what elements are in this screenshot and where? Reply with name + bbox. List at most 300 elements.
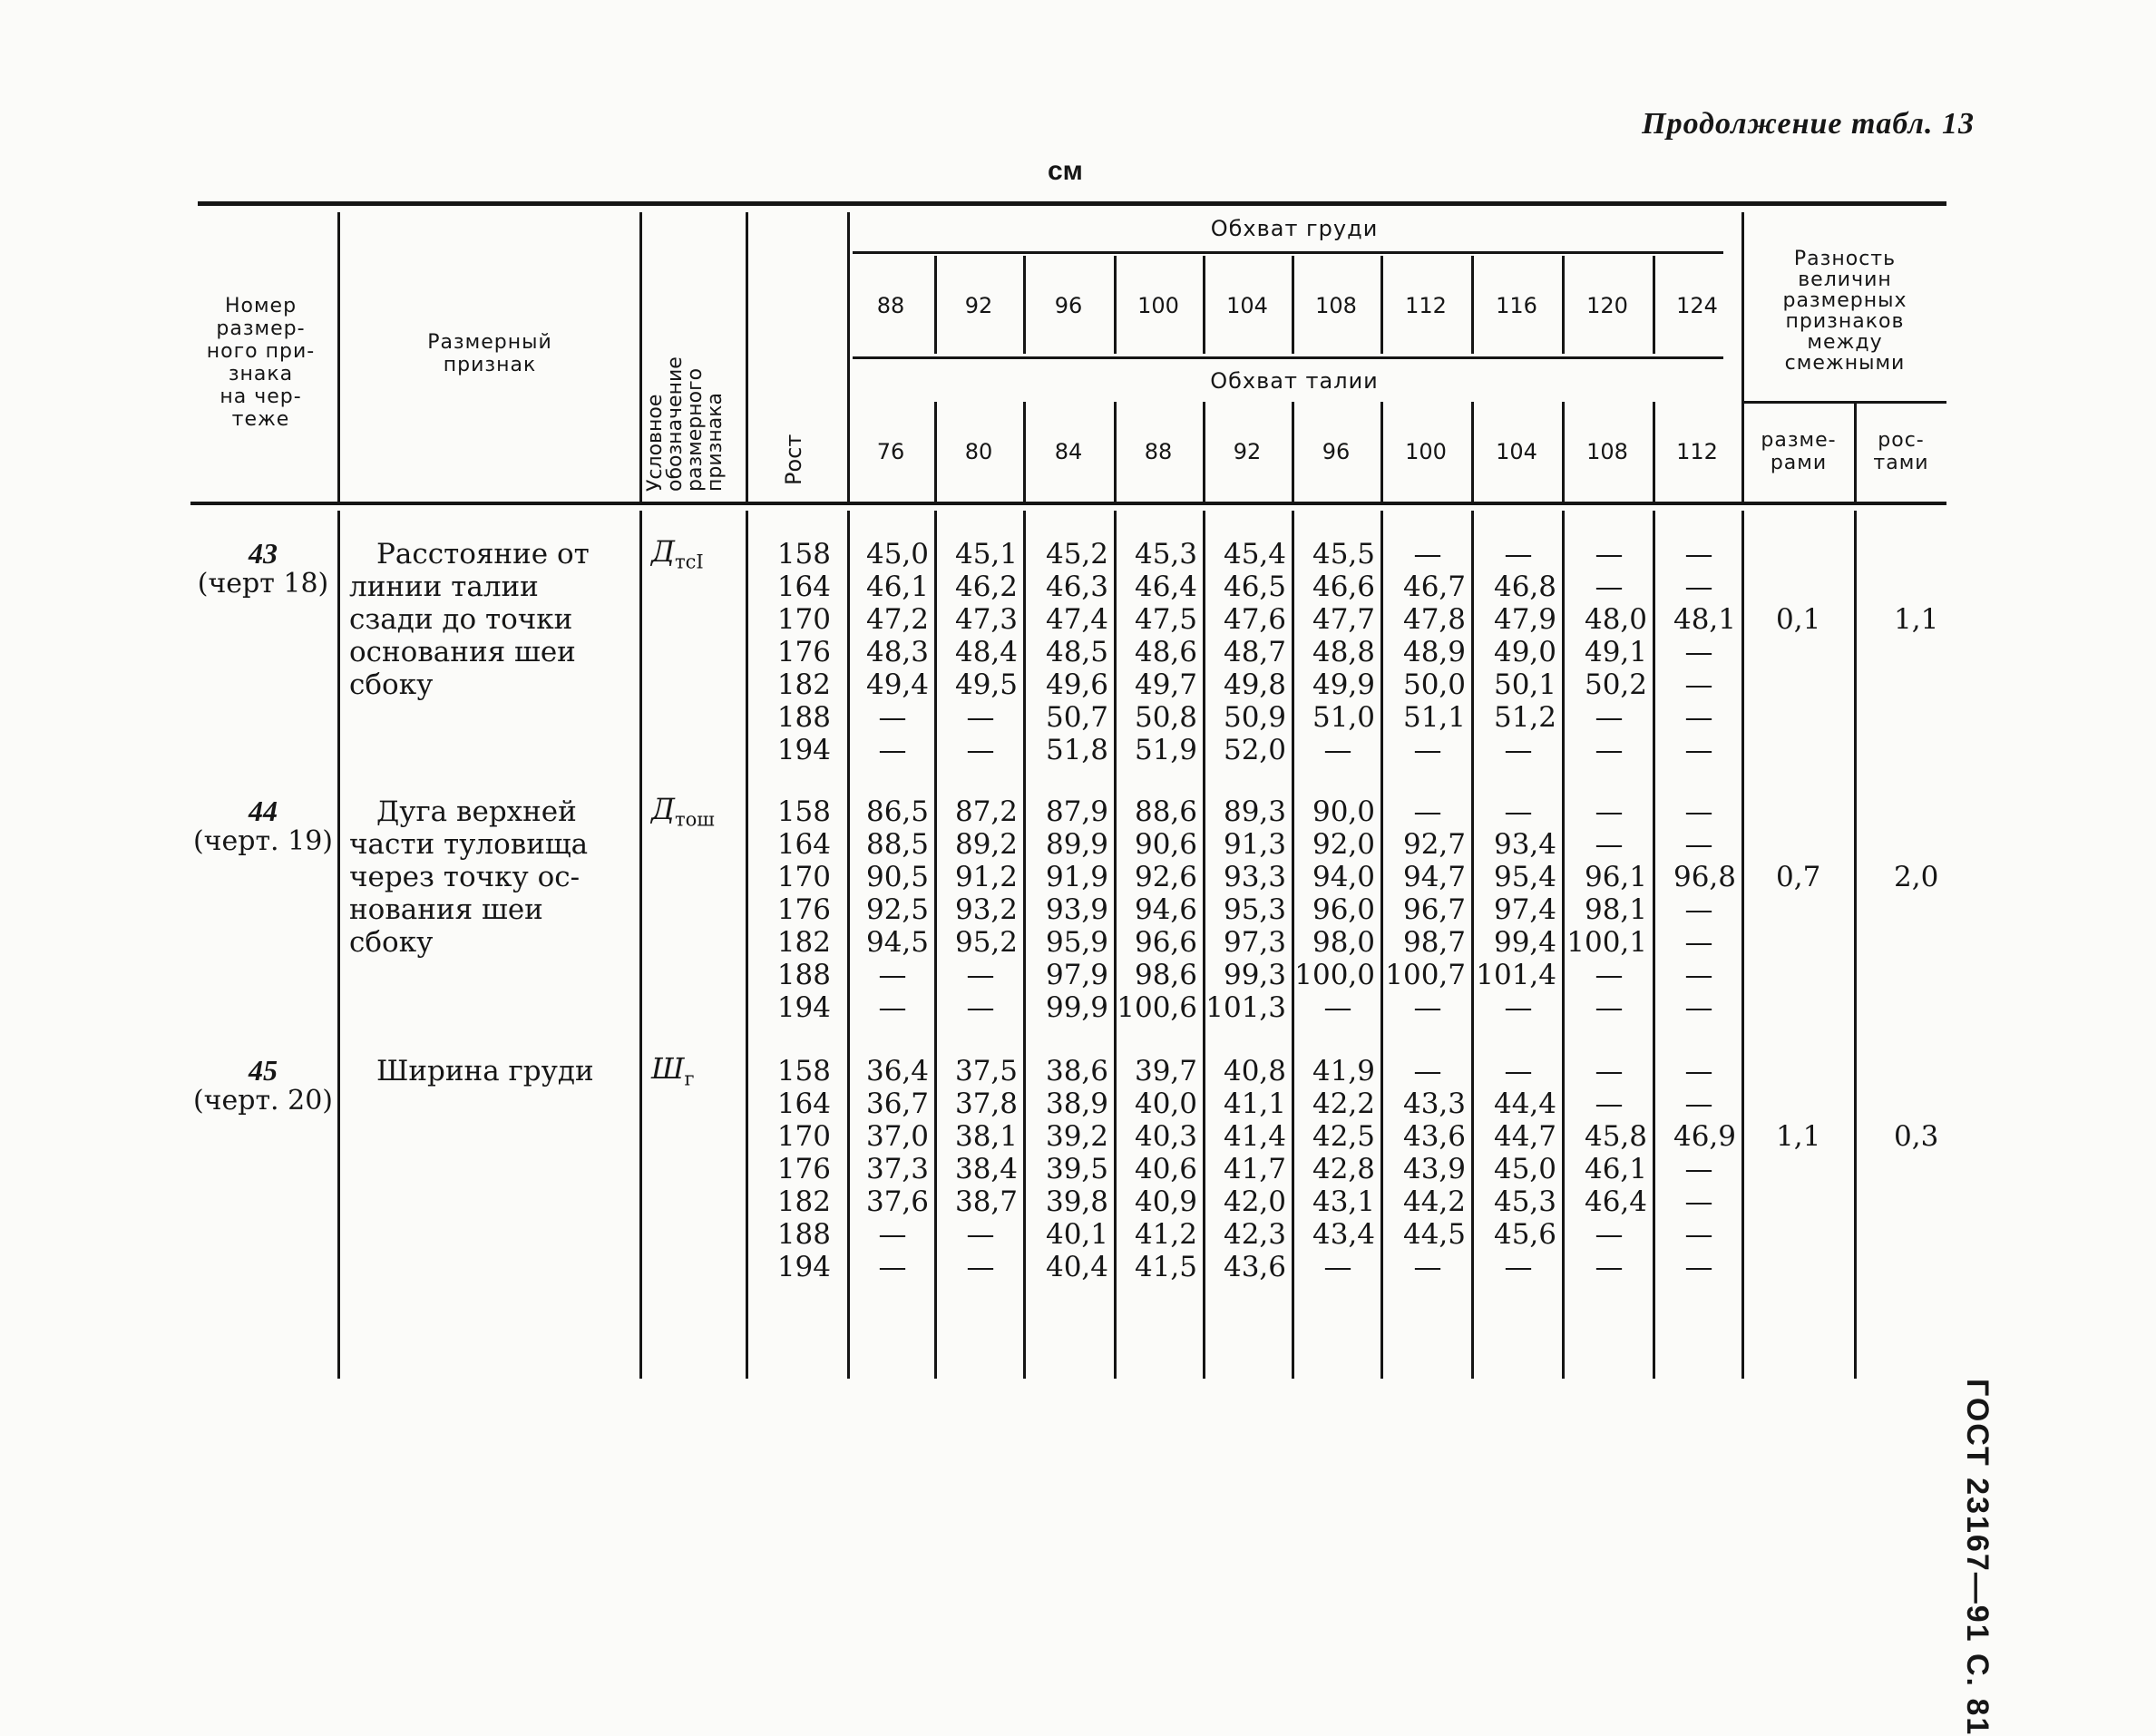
measurement-value: —	[878, 1218, 907, 1251]
measurement-value: 98,1	[1584, 893, 1647, 926]
measurement-value: —	[1413, 1251, 1442, 1283]
measurement-value: 46,9	[1673, 1120, 1736, 1153]
header-symbol-line: признака	[704, 393, 727, 492]
height-value: 182	[776, 1185, 831, 1218]
height-value: 170	[776, 1120, 831, 1153]
value-column	[934, 538, 1018, 766]
value-column	[1471, 538, 1556, 766]
measurement-value: 93,3	[1223, 861, 1286, 893]
measurement-value: 49,0	[1493, 636, 1556, 668]
measurement-value: —	[1504, 538, 1533, 571]
measurement-value: —	[1595, 795, 1624, 828]
measurement-value: —	[1595, 571, 1624, 603]
height-value: 194	[776, 734, 831, 766]
measurement-value: 93,9	[1045, 893, 1108, 926]
measurement-value: 48,7	[1223, 636, 1286, 668]
diff-by-sizes: 1,1	[1776, 1120, 1821, 1153]
row-number	[186, 795, 340, 857]
measurement-value: —	[1684, 1251, 1713, 1283]
measurement-value: 37,6	[865, 1185, 929, 1218]
measurement-value: 42,0	[1223, 1185, 1286, 1218]
height-value: 176	[776, 1153, 831, 1185]
chest-size-value: 100	[1137, 293, 1179, 318]
height-value: 188	[776, 959, 831, 991]
measurement-value: 44,4	[1493, 1087, 1556, 1120]
measurement-value: 45,6	[1493, 1218, 1556, 1251]
measurement-value: —	[878, 959, 907, 991]
measurement-value: —	[878, 701, 907, 734]
measurement-value: —	[1684, 1185, 1713, 1218]
measurement-value: 50,9	[1223, 701, 1286, 734]
header-col-rule	[746, 212, 748, 502]
measurement-value: 42,8	[1312, 1153, 1375, 1185]
measurement-value: 37,8	[954, 1087, 1018, 1120]
measurement-value: —	[1684, 668, 1713, 701]
value-column	[1653, 795, 1736, 1024]
measurement-value: 36,4	[865, 1055, 929, 1087]
height-value: 170	[776, 861, 831, 893]
header-waist-label: Обхват талии	[1210, 367, 1379, 394]
measurement-value: 100,7	[1385, 959, 1466, 991]
measurement-value: 51,9	[1134, 734, 1197, 766]
measurement-value: —	[1684, 538, 1713, 571]
measurement-value: —	[1413, 734, 1442, 766]
measurement-value: 47,7	[1312, 603, 1375, 636]
measurement-value: 47,6	[1223, 603, 1286, 636]
height-value: 188	[776, 701, 831, 734]
value-column	[1203, 795, 1286, 1024]
chest-size-value: 112	[1405, 293, 1447, 318]
value-column	[1292, 1055, 1375, 1283]
measurement-value: 98,7	[1402, 926, 1466, 959]
measurement-value: 39,7	[1134, 1055, 1197, 1087]
height-value: 158	[776, 538, 831, 571]
drawing-reference: (черт. 19)	[192, 825, 334, 857]
measurement-value: 91,2	[954, 861, 1018, 893]
header-diff-heights	[1856, 415, 1946, 488]
value-column	[1471, 795, 1556, 1024]
waist-size-value: 76	[876, 439, 905, 464]
measurement-value: 40,0	[1134, 1087, 1197, 1120]
feature-name-line: сзади до точки	[349, 603, 573, 636]
height-value: 158	[776, 1055, 831, 1087]
measurement-value: 51,2	[1493, 701, 1556, 734]
height-value: 176	[776, 893, 831, 926]
measurement-value: 51,0	[1312, 701, 1375, 734]
chest-size-value: 124	[1676, 293, 1718, 318]
measurement-value: 46,1	[865, 571, 929, 603]
measurement-value: 38,7	[954, 1185, 1018, 1218]
waist-size-value: 88	[1144, 439, 1173, 464]
measurement-value: 47,5	[1134, 603, 1197, 636]
value-column	[1114, 795, 1197, 1024]
measurement-value: 50,7	[1045, 701, 1108, 734]
measurement-value: 91,9	[1045, 861, 1108, 893]
measurement-value: —	[1684, 1153, 1713, 1185]
measurement-value: 41,9	[1312, 1055, 1375, 1087]
symbol-subscript: тош	[675, 808, 715, 831]
measurement-value: —	[966, 701, 995, 734]
measurement-value: 95,4	[1493, 861, 1556, 893]
symbol-letter: Ш	[651, 1051, 685, 1086]
measurement-value: 94,6	[1134, 893, 1197, 926]
header-diff-sizes	[1743, 415, 1854, 488]
table-top-rule	[198, 201, 1946, 206]
feature-name	[349, 538, 621, 701]
measurement-value: 46,8	[1493, 571, 1556, 603]
measurement-value: 43,1	[1312, 1185, 1375, 1218]
header-feature-line: признак	[443, 354, 537, 376]
measurement-value: —	[1504, 1055, 1533, 1087]
measurement-value: 96,7	[1402, 893, 1466, 926]
measurement-value: —	[1323, 991, 1352, 1024]
feature-name-line: Дуга верхней	[376, 795, 577, 828]
value-column	[1292, 538, 1375, 766]
symbol-subscript: г	[684, 1068, 695, 1090]
unit-label: см	[1048, 156, 1083, 186]
feature-name-line: сбоку	[349, 668, 434, 701]
value-column	[1562, 795, 1647, 1024]
measurement-value: —	[1504, 991, 1533, 1024]
feature-name-line: сбоку	[349, 926, 434, 959]
measurement-value: 39,5	[1045, 1153, 1108, 1185]
height-value: 194	[776, 991, 831, 1024]
header-diff-sizes-line: рами	[1770, 452, 1828, 474]
measurement-value: 91,3	[1223, 828, 1286, 861]
feature-name	[349, 1055, 621, 1087]
header-number-line: ного при-	[206, 340, 316, 363]
measurement-value: —	[1595, 828, 1624, 861]
measurement-value: 49,9	[1312, 668, 1375, 701]
measurement-value: —	[1504, 734, 1533, 766]
waist-label-rule	[853, 356, 1723, 359]
measurement-value: 48,1	[1673, 603, 1736, 636]
waist-size-value: 108	[1586, 439, 1628, 464]
measurement-value: 45,3	[1493, 1185, 1556, 1218]
measurement-value: 42,5	[1312, 1120, 1375, 1153]
header-number-line: на чер-	[220, 385, 302, 408]
chest-size-value: 96	[1054, 293, 1083, 318]
height-column	[762, 538, 831, 766]
feature-name	[349, 795, 621, 959]
chest-label-rule	[853, 251, 1723, 254]
measurement-value: 99,3	[1223, 959, 1286, 991]
measurement-value: 52,0	[1223, 734, 1286, 766]
measurement-value: 43,3	[1402, 1087, 1466, 1120]
measurement-value: 50,2	[1584, 668, 1647, 701]
measurement-value: —	[1413, 538, 1442, 571]
measurement-value: 101,4	[1476, 959, 1556, 991]
measurement-value: 86,5	[865, 795, 929, 828]
measurement-value: 88,5	[865, 828, 929, 861]
measurement-value: 49,1	[1584, 636, 1647, 668]
measurement-value: —	[1684, 734, 1713, 766]
chest-size-value: 116	[1496, 293, 1537, 318]
measurement-value: —	[1595, 734, 1624, 766]
diff-by-heights: 1,1	[1894, 603, 1939, 636]
height-value: 164	[776, 571, 831, 603]
measurement-value: 38,6	[1045, 1055, 1108, 1087]
measurement-value: 97,9	[1045, 959, 1108, 991]
header-diff-heights-line: рос-	[1878, 429, 1925, 452]
measurement-value: —	[1595, 991, 1624, 1024]
value-column	[1292, 795, 1375, 1024]
feature-number: 45	[249, 1054, 278, 1087]
waist-size-value: 80	[964, 439, 993, 464]
measurement-value: 41,2	[1134, 1218, 1197, 1251]
measurement-value: 48,9	[1402, 636, 1466, 668]
measurement-value: 50,8	[1134, 701, 1197, 734]
measurement-value: 43,6	[1402, 1120, 1466, 1153]
feature-symbol	[651, 792, 715, 830]
feature-name-line: основания шеи	[349, 636, 576, 668]
measurement-value: 46,3	[1045, 571, 1108, 603]
measurement-value: —	[1684, 636, 1713, 668]
body-col-rule	[746, 511, 748, 1379]
measurement-value: 47,3	[954, 603, 1018, 636]
measurement-value: —	[1595, 1087, 1624, 1120]
measurement-value: —	[966, 1218, 995, 1251]
measurement-value: 44,7	[1493, 1120, 1556, 1153]
value-column	[847, 1055, 929, 1283]
value-column	[1380, 795, 1466, 1024]
measurement-value: 49,7	[1134, 668, 1197, 701]
measurement-value: 96,0	[1312, 893, 1375, 926]
measurement-value: —	[1684, 1055, 1713, 1087]
header-diff-sizes-line: разме-	[1761, 429, 1837, 452]
height-value: 176	[776, 636, 831, 668]
measurement-value: 46,2	[954, 571, 1018, 603]
header-diff-line: Разность	[1793, 247, 1897, 270]
header-number-line: теже	[231, 408, 290, 431]
feature-name-line: Ширина груди	[376, 1055, 594, 1087]
measurement-value: 44,2	[1402, 1185, 1466, 1218]
header-symbol-line: обозначение	[664, 356, 687, 492]
measurement-value: 49,6	[1045, 668, 1108, 701]
feature-name-line: нования шеи	[349, 893, 543, 926]
measurement-value: —	[878, 991, 907, 1024]
feature-symbol	[651, 1051, 695, 1089]
measurement-value: —	[966, 959, 995, 991]
header-feature-line: Размерный	[427, 331, 552, 354]
measurement-value: 40,4	[1045, 1251, 1108, 1283]
measurement-value: 48,4	[954, 636, 1018, 668]
measurement-value: —	[1413, 795, 1442, 828]
measurement-value: 40,3	[1134, 1120, 1197, 1153]
measurement-value: 96,1	[1584, 861, 1647, 893]
value-column	[1203, 1055, 1286, 1283]
waist-size-value: 112	[1676, 439, 1718, 464]
diff-by-heights: 0,3	[1894, 1120, 1939, 1153]
value-column	[1114, 538, 1197, 766]
measurement-value: 88,6	[1134, 795, 1197, 828]
header-symbol-line: Условное	[644, 394, 667, 492]
side-page-label: ГОСТ 23167—91 С. 81	[1960, 1379, 1995, 1736]
measurement-value: —	[1595, 1251, 1624, 1283]
value-column	[847, 795, 929, 1024]
measurement-value: —	[1684, 828, 1713, 861]
measurement-value: 92,6	[1134, 861, 1197, 893]
measurement-value: 96,6	[1134, 926, 1197, 959]
value-column	[1562, 1055, 1647, 1283]
measurement-value: 43,9	[1402, 1153, 1466, 1185]
measurement-value: —	[1413, 991, 1442, 1024]
measurement-value: —	[1504, 1251, 1533, 1283]
height-value: 164	[776, 1087, 831, 1120]
measurement-value: 41,1	[1223, 1087, 1286, 1120]
measurement-value: 96,8	[1673, 861, 1736, 893]
measurement-value: 46,1	[1584, 1153, 1647, 1185]
symbol-subscript: тсI	[675, 551, 704, 573]
measurement-value: 37,0	[865, 1120, 929, 1153]
measurement-value: 97,3	[1223, 926, 1286, 959]
measurement-value: 92,5	[865, 893, 929, 926]
height-column	[762, 795, 831, 1024]
measurement-value: —	[1595, 538, 1624, 571]
diff-by-sizes: 0,1	[1776, 603, 1821, 636]
measurement-value: 49,5	[954, 668, 1018, 701]
measurement-value: 94,7	[1402, 861, 1466, 893]
value-column	[1471, 1055, 1556, 1283]
measurement-value: 51,8	[1045, 734, 1108, 766]
measurement-value: —	[878, 734, 907, 766]
measurement-value: 46,4	[1134, 571, 1197, 603]
measurement-value: 38,9	[1045, 1087, 1108, 1120]
diff-by-heights: 2,0	[1894, 861, 1939, 893]
height-value: 158	[776, 795, 831, 828]
measurement-value: —	[1595, 959, 1624, 991]
measurement-value: 98,6	[1134, 959, 1197, 991]
feature-name-line: части туловища	[349, 828, 589, 861]
table-caption: Продолжение табл. 13	[1642, 107, 1975, 141]
feature-name-line: через точку ос-	[349, 861, 580, 893]
row-number	[186, 538, 340, 600]
header-number-line: Номер	[224, 295, 298, 317]
drawing-reference: (черт. 20)	[192, 1085, 334, 1117]
measurement-value: 45,8	[1584, 1120, 1647, 1153]
measurement-value: 97,4	[1493, 893, 1556, 926]
height-value: 194	[776, 1251, 831, 1283]
measurement-value: 99,4	[1493, 926, 1556, 959]
measurement-value: —	[1323, 734, 1352, 766]
measurement-value: 40,1	[1045, 1218, 1108, 1251]
measurement-value: 47,9	[1493, 603, 1556, 636]
value-column	[847, 538, 929, 766]
drawing-reference: (черт 18)	[197, 568, 329, 600]
measurement-value: —	[1504, 795, 1533, 828]
measurement-value: 89,3	[1223, 795, 1286, 828]
header-diff-heights-line: тами	[1873, 452, 1929, 474]
measurement-value: 92,7	[1402, 828, 1466, 861]
measurement-value: —	[966, 1251, 995, 1283]
measurement-value: —	[1323, 1251, 1352, 1283]
measurement-value: 45,2	[1045, 538, 1108, 571]
measurement-value: 42,3	[1223, 1218, 1286, 1251]
measurement-value: 93,4	[1493, 828, 1556, 861]
chest-size-value: 120	[1586, 293, 1628, 318]
measurement-value: 40,9	[1134, 1185, 1197, 1218]
measurement-value: 49,8	[1223, 668, 1286, 701]
header-bottom-rule	[190, 502, 1946, 505]
height-value: 170	[776, 603, 831, 636]
measurement-value: 45,3	[1134, 538, 1197, 571]
header-diff-line: размерных	[1782, 288, 1907, 312]
header-diff-line: признаков	[1785, 309, 1905, 333]
measurement-value: —	[1684, 1218, 1713, 1251]
measurement-value: 41,5	[1134, 1251, 1197, 1283]
measurement-value: 94,0	[1312, 861, 1375, 893]
measurement-value: 51,1	[1402, 701, 1466, 734]
measurement-value: 38,4	[954, 1153, 1018, 1185]
measurement-value: —	[878, 1251, 907, 1283]
measurement-value: 45,0	[865, 538, 929, 571]
measurement-value: —	[1684, 701, 1713, 734]
body-col-rule	[337, 511, 340, 1379]
feature-number: 43	[249, 537, 278, 570]
feature-symbol	[651, 534, 704, 572]
waist-size-value: 100	[1405, 439, 1447, 464]
measurement-value: 87,9	[1045, 795, 1108, 828]
measurement-value: 45,0	[1493, 1153, 1556, 1185]
measurement-value: 89,9	[1045, 828, 1108, 861]
measurement-value: 45,4	[1223, 538, 1286, 571]
measurement-value: 98,0	[1312, 926, 1375, 959]
measurement-value: —	[1684, 1087, 1713, 1120]
measurement-value: 47,4	[1045, 603, 1108, 636]
measurement-value: 100,0	[1294, 959, 1375, 991]
measurement-value: —	[1684, 571, 1713, 603]
measurement-value: 36,7	[865, 1087, 929, 1120]
waist-size-value: 92	[1233, 439, 1262, 464]
measurement-value: —	[1595, 1055, 1624, 1087]
measurement-value: 42,2	[1312, 1087, 1375, 1120]
measurement-value: 95,9	[1045, 926, 1108, 959]
measurement-value: 48,3	[865, 636, 929, 668]
measurement-value: 100,1	[1566, 926, 1647, 959]
measurement-value: 46,7	[1402, 571, 1466, 603]
measurement-value: 39,8	[1045, 1185, 1108, 1218]
header-diff-line: смежными	[1784, 351, 1906, 375]
measurement-value: 39,2	[1045, 1120, 1108, 1153]
value-column	[1023, 795, 1108, 1024]
measurement-value: —	[1684, 959, 1713, 991]
measurement-value: —	[1595, 1218, 1624, 1251]
value-column	[1203, 538, 1286, 766]
value-column	[1114, 1055, 1197, 1283]
measurement-value: 37,3	[865, 1153, 929, 1185]
row-number	[186, 1055, 340, 1117]
measurement-value: 50,1	[1493, 668, 1556, 701]
header-diff-label	[1743, 227, 1946, 395]
measurement-value: 89,2	[954, 828, 1018, 861]
body-diff-rule	[1854, 511, 1857, 1379]
measurement-value: 48,8	[1312, 636, 1375, 668]
measurement-value: 41,7	[1223, 1153, 1286, 1185]
measurement-value: —	[1595, 701, 1624, 734]
header-chest-label: Обхват груди	[1210, 215, 1379, 241]
measurement-value: 99,9	[1045, 991, 1108, 1024]
measurement-value: 94,5	[865, 926, 929, 959]
value-column	[1653, 1055, 1736, 1283]
height-value: 164	[776, 828, 831, 861]
value-column	[934, 1055, 1018, 1283]
value-column	[934, 795, 1018, 1024]
feature-name-line: Расстояние от	[376, 538, 590, 571]
measurement-value: —	[966, 734, 995, 766]
symbol-letter: Д	[651, 534, 676, 569]
header-col-rule	[639, 212, 642, 502]
body-col-rule	[1741, 511, 1744, 1379]
